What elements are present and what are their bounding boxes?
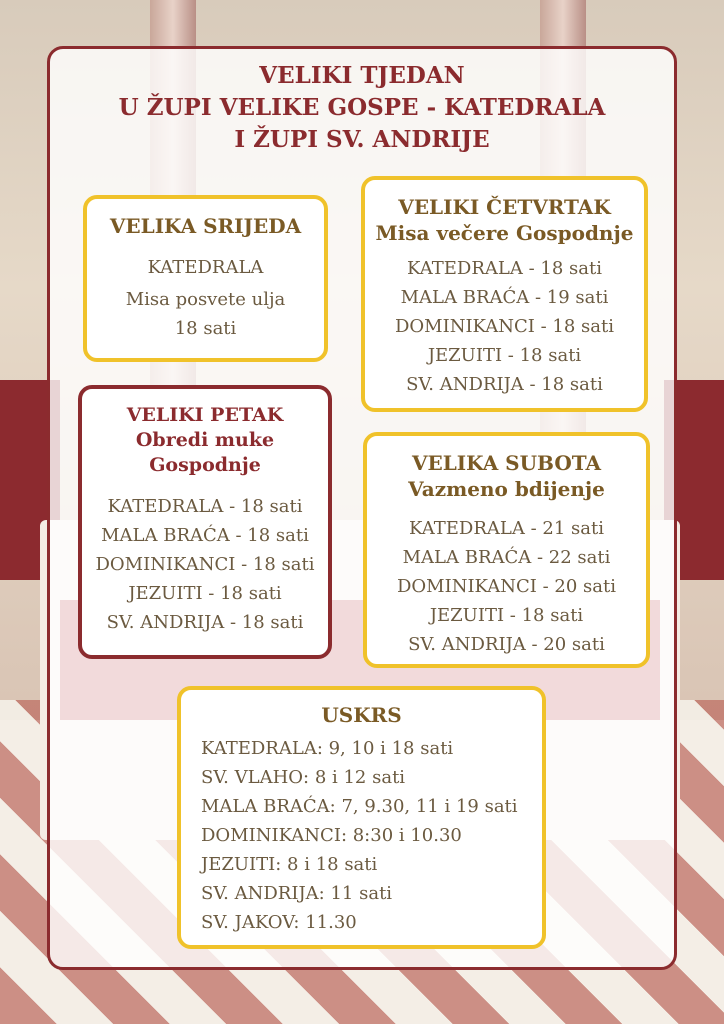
schedule-line: DOMINIKANCI - 18 sati <box>394 316 615 337</box>
schedule-line: JEZUITI - 18 sati <box>429 605 584 626</box>
schedule-list <box>365 254 644 399</box>
box-subheading: Obredi muke <box>135 429 275 451</box>
title-line: U ŽUPI VELIKE GOSPE - KATEDRALA <box>118 94 606 121</box>
schedule-line: MALA BRAĆA - 18 sati <box>101 525 309 546</box>
schedule-line: MALA BRAĆA: 7, 9.30, 11 i 19 sati <box>201 796 518 817</box>
schedule-list <box>181 734 542 937</box>
box-subheading: Gospodnje <box>149 454 261 476</box>
schedule-line: KATEDRALA - 21 sati <box>409 518 604 539</box>
box-heading: VELIKI PETAK <box>126 404 284 426</box>
title-line: I ŽUPI SV. ANDRIJE <box>234 126 490 153</box>
schedule-line: 18 sati <box>174 318 237 339</box>
schedule-line: SV. ANDRIJA: 11 sati <box>201 883 393 904</box>
thursday-box <box>361 176 648 412</box>
friday-box <box>78 385 332 659</box>
easter-box <box>177 686 546 949</box>
box-heading: VELIKI ČETVRTAK <box>398 195 611 219</box>
schedule-line: SV. ANDRIJA - 20 sati <box>408 634 605 655</box>
schedule-line: DOMINIKANCI: 8:30 i 10.30 <box>201 825 462 846</box>
schedule-line: MALA BRAĆA - 19 sati <box>400 287 609 308</box>
schedule-line: SV. ANDRIJA - 18 sati <box>406 374 603 395</box>
schedule-line: JEZUITI - 18 sati <box>427 345 582 366</box>
schedule-line: JEZUITI: 8 i 18 sati <box>201 854 378 875</box>
schedule-line: Misa posvete ulja <box>125 289 286 310</box>
box-heading: VELIKA SUBOTA <box>411 451 602 475</box>
schedule-line: SV. JAKOV: 11.30 <box>201 912 357 933</box>
schedule-list <box>82 492 328 637</box>
schedule-line: DOMINIKANCI - 18 sati <box>95 554 315 575</box>
schedule-line: KATEDRALA - 18 sati <box>107 496 303 517</box>
box-heading: VELIKA SRIJEDA <box>109 214 302 238</box>
box-heading: USKRS <box>321 703 402 727</box>
schedule-line: KATEDRALA <box>147 257 264 278</box>
title-line: VELIKI TJEDAN <box>259 62 465 89</box>
saturday-box <box>363 432 650 668</box>
poster-title <box>0 60 724 156</box>
schedule-line: SV. ANDRIJA - 18 sati <box>106 612 304 633</box>
schedule-line: SV. VLAHO: 8 i 12 sati <box>201 767 406 788</box>
schedule-line: KATEDRALA - 18 sati <box>407 258 602 279</box>
schedule-list <box>367 514 646 659</box>
box-subheading: Vazmeno bdijenje <box>408 477 605 501</box>
schedule-line: JEZUITI - 18 sati <box>128 583 282 604</box>
schedule-line: DOMINIKANCI - 20 sati <box>396 576 617 597</box>
wednesday-box <box>83 195 328 362</box>
box-subheading: Misa večere Gospodnje <box>375 221 634 245</box>
schedule-line: KATEDRALA: 9, 10 i 18 sati <box>201 738 454 759</box>
schedule-line: MALA BRAĆA - 22 sati <box>402 547 611 568</box>
